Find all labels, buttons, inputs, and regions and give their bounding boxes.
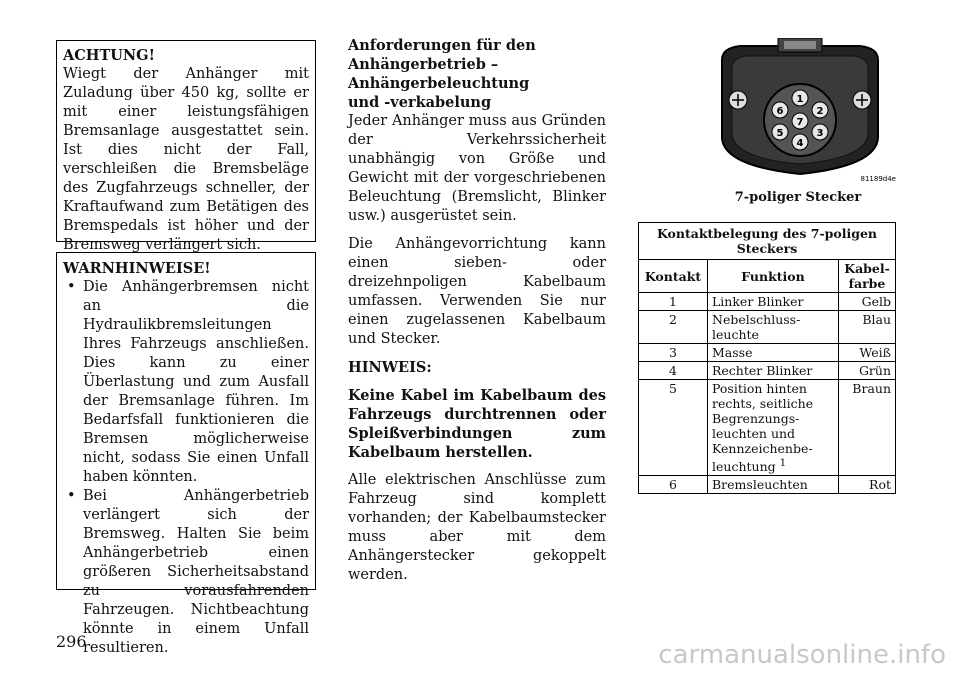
pin-label: 1 [796,94,804,105]
page-number: 296 [56,632,87,651]
table-cell: Gelb [839,293,896,311]
pin-label: 2 [816,106,824,117]
table-cell: 6 [639,476,708,494]
table-header: Funktion [708,260,839,293]
paragraph: Jeder Anhänger muss aus Gründen der Verkehrssicherheit unabhängig von Größe und Gewicht mit der vorgeschriebenen Beleuchtung (Bremslicht, Blinker usw.) ausgerüstet sein. [348,113,606,224]
table-cell: Nebelschluss-leuchte [708,311,839,344]
table-title: Kontaktbelegung des 7-poligen Steckers [639,223,896,260]
paragraph: Alle elektrischen Anschlüsse zum Fahrzeug sind komplett vorhanden; der Kabelbaumstecker muss aber mit dem Anhängerstecker gekoppelt werden. [348,472,606,583]
figure-code: 81189d4e [860,175,896,183]
table-header: Kontakt [639,260,708,293]
pin-label: 6 [776,106,784,117]
table-cell: 3 [639,344,708,362]
table-cell: Bremsleuchten [708,476,839,494]
table-cell: Braun [839,380,896,476]
warning-item: • Die Anhängerbremsen nicht an die Hydraulikbremsleitungen Ihres Fahrzeugs anschließen. Dies kann zu einer Überlastung und zum Ausfall der Bremsanlage führen. Im Bedarfsfall funktionieren die Bremsen möglicherweise nicht, sodass Sie einen Unfall haben könnten. [63,278,309,487]
table-cell: 4 [639,362,708,380]
figure-caption: 7-poliger Stecker [734,190,862,205]
watermark-text: carmanualsonline.info [658,640,946,670]
table-cell: Grün [839,362,896,380]
pin-assignment-table [638,222,896,494]
caution-title: ACHTUNG! [63,47,155,64]
table-cell: 2 [639,311,708,344]
caution-text: Wiegt der Anhänger mit Zuladung über 450 kg, sollte er mit einer leistungsfähigen Bremsanlage ausgestattet sein. Ist dies nicht der Fall, verschleißen die Bremsbeläge des Zugfahrzeugs schneller, der Kraftaufwand zum Betätigen des Bremspedals ist höher und der Bremsweg verlängert sich. [63,66,309,253]
pin-label: 7 [796,117,804,128]
table-cell [708,380,839,476]
pin-label: 3 [816,128,824,139]
seven-pin-connector-icon [700,38,900,183]
table-cell: Weiß [839,344,896,362]
table-row [639,380,896,476]
note-label: HINWEIS: [348,359,432,376]
connector-figure [700,38,900,183]
table-row [639,476,896,494]
table-row [639,344,896,362]
warning-list [63,278,309,658]
table-cell: Linker Blinker [708,293,839,311]
section-heading: Anforderungen für den Anhängerbetrieb – Anhängerbeleuchtung und -verkabelung [348,37,536,111]
footnote-marker: 1 [779,457,787,469]
warning-title: WARNHINWEISE! [63,260,211,277]
table-cell: 5 [639,380,708,476]
table-cell: Rot [839,476,896,494]
table-cell: 1 [639,293,708,311]
table-cell: Rechter Blinker [708,362,839,380]
table-cell: Blau [839,311,896,344]
paragraph: Die Anhängevorrichtung kann einen sieben- oder dreizehnpoligen Kabelbaum umfassen. Verwenden Sie nur einen zugelassenen Kabelbaum und Stecker. [348,236,606,347]
warning-item: • Bei Anhängerbetrieb verlängert sich der Bremsweg. Halten Sie beim Anhängerbetrieb einen größeren Sicherheitsabstand zu vorausfahrenden Fahrzeugen. Nichtbeachtung könnte in einem Unfall resultieren. [63,487,309,658]
note-text: Keine Kabel im Kabelbaum des Fahrzeugs durchtrennen oder Spleißverbindungen zum Kabelbaum herstellen. [348,387,606,461]
table-header: Kabel-farbe [839,260,896,293]
pin-label: 5 [776,128,784,139]
table-cell: Masse [708,344,839,362]
caution-box [56,40,316,253]
pin-label: 4 [796,138,804,149]
table-row [639,293,896,311]
middle-column [348,36,606,585]
function-text: Position hinten rechts, seitliche Begrenzungs-leuchten und Kennzeichenbe-leuchtung [712,381,814,475]
table-row [639,311,896,344]
table-row [639,362,896,380]
